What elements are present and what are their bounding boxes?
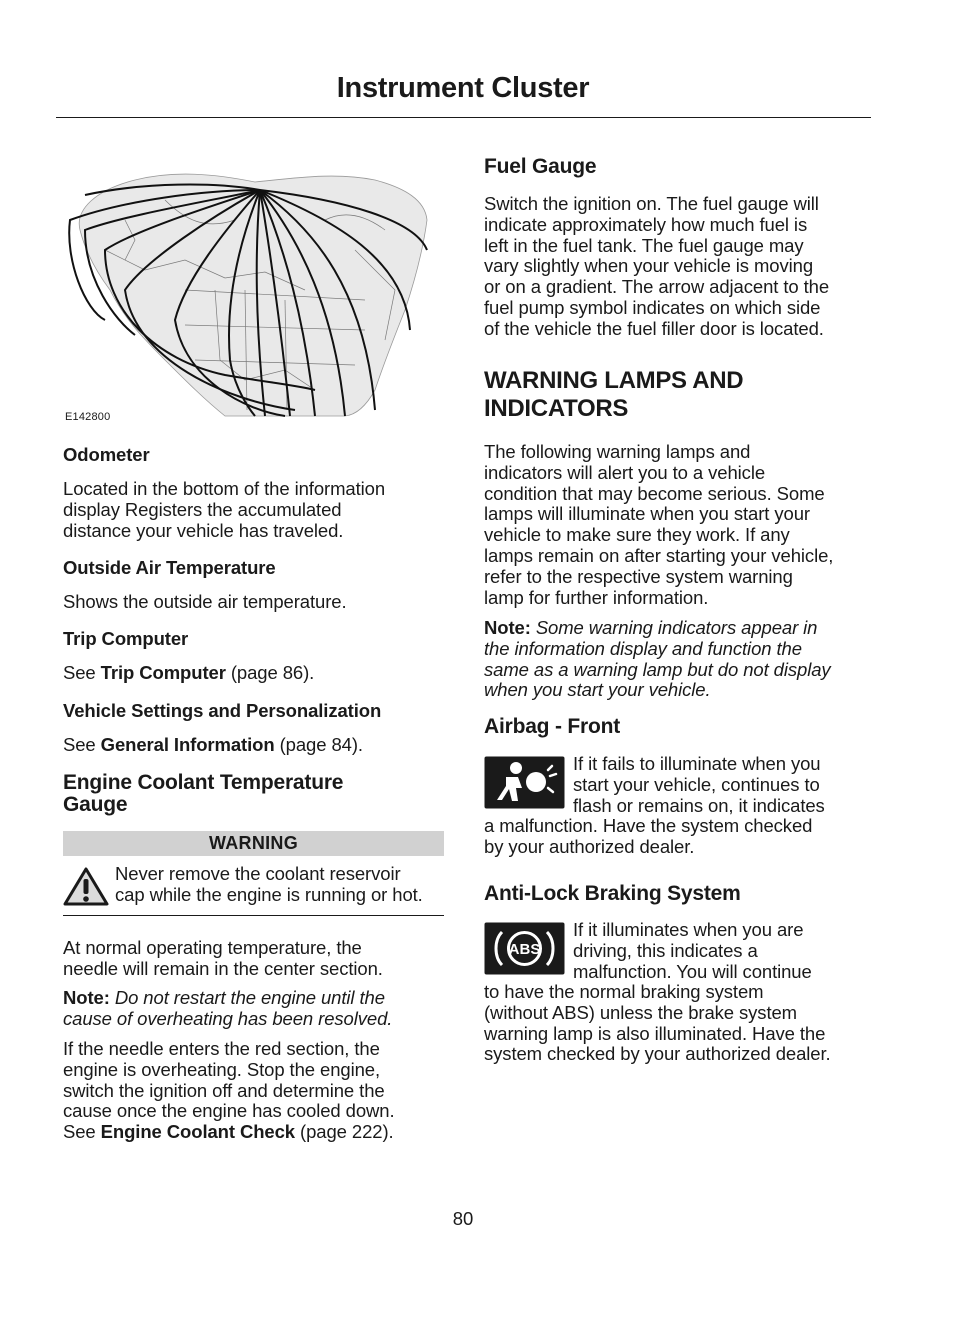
reference-prefix: See — [63, 1121, 101, 1143]
abs-line: system checked by your authorized dealer. — [484, 1043, 831, 1065]
warning-lamps-heading — [484, 367, 743, 423]
abs-heading: Anti-Lock Braking System — [484, 882, 741, 905]
fuel-line: fuel pump symbol indicates on which side — [484, 296, 821, 318]
note-text: Do not restart the engine until the — [109, 987, 385, 1008]
warning-lamps-note — [484, 618, 868, 701]
coolant-note-line — [63, 988, 444, 1009]
reference-suffix: (page 84). — [274, 734, 363, 755]
warning-lamps-line: The following warning lamps and — [484, 441, 751, 462]
warning-lamps-line: vehicle to make sure they work. If any — [484, 524, 790, 546]
fuel-line: left in the fuel tank. The fuel gauge may — [484, 234, 804, 256]
abs-icon-text: ABS — [508, 941, 541, 958]
odometer-text — [63, 479, 444, 541]
overheat-reference — [63, 1122, 444, 1143]
abs-line: to have the normal braking system — [484, 981, 764, 1002]
trip-computer-link[interactable]: Trip Computer — [100, 662, 226, 683]
warning-line: cap while the engine is running or hot. — [115, 883, 423, 905]
reference-prefix: See — [63, 734, 101, 755]
coolant-heading — [63, 772, 343, 816]
coolant-note — [63, 988, 444, 1030]
coolant-overheat-text — [63, 1039, 444, 1143]
overheat-line: switch the ignition off and determine the — [63, 1079, 385, 1101]
outside-air-heading: Outside Air Temperature — [63, 557, 276, 578]
fuel-line: or on a gradient. The arrow adjacent to the — [484, 276, 830, 298]
fuel-line: vary slightly when your vehicle is moving — [484, 255, 814, 277]
airbag-line: flash or remains on, it indicates — [573, 794, 825, 816]
abs-line: driving, this indicates a — [573, 939, 758, 961]
abs-warning-icon — [484, 922, 565, 975]
vehicle-settings-heading: Vehicle Settings and Personalization — [63, 700, 382, 721]
note-text: the information display and function the — [484, 637, 802, 659]
abs-line: If it illuminates when you are — [573, 919, 804, 940]
overheat-line: If the needle enters the red section, the — [63, 1038, 380, 1059]
overheat-line: cause once the engine has cooled down. — [63, 1100, 395, 1122]
reference-suffix: (page 222). — [295, 1121, 394, 1143]
general-information-link[interactable]: General Information — [100, 734, 275, 755]
warning-divider — [63, 915, 444, 916]
abs-line: warning lamp is also illuminated. Have the — [484, 1022, 826, 1044]
note-text: same as a warning lamp but do not display — [484, 658, 831, 680]
warning-lamps-text — [484, 442, 868, 608]
odometer-line: Located in the bottom of the information — [63, 478, 386, 499]
title-divider — [56, 117, 871, 118]
abs-line: (without ABS) unless the brake system — [484, 1001, 797, 1023]
outside-air-text: Shows the outside air temperature. — [63, 591, 347, 612]
abs-text-full — [484, 982, 868, 1065]
page-number: 80 — [452, 1208, 474, 1229]
note-label: Note: — [63, 987, 110, 1008]
warning-lamps-note-line — [484, 639, 868, 660]
airbag-text-wrap — [573, 754, 868, 816]
coolant-normal-line: At normal operating temperature, the — [63, 937, 362, 958]
airbag-line: start your vehicle, continues to — [573, 773, 820, 795]
fuel-gauge-text — [484, 194, 868, 340]
note-text: Some warning indicators appear in — [530, 617, 818, 638]
odometer-line: distance your vehicle has traveled. — [63, 519, 344, 541]
coolant-heading-line: Gauge — [63, 793, 128, 816]
abs-text-wrap — [573, 920, 868, 982]
note-label: Note: — [484, 617, 531, 638]
warning-lamps-note-line — [484, 680, 868, 701]
overheat-line: engine is overheating. Stop the engine, — [63, 1058, 381, 1080]
warning-bar: WARNING — [63, 831, 444, 856]
airbag-line: If it fails to illuminate when you — [573, 753, 821, 774]
map-figure — [65, 160, 431, 418]
airbag-line: by your authorized dealer. — [484, 835, 695, 857]
warning-lamps-note-line — [484, 660, 868, 681]
page-title: Instrument Cluster — [336, 72, 590, 104]
coolant-normal-text — [63, 938, 444, 980]
reference-suffix: (page 86). — [225, 662, 315, 683]
note-text: when you start your vehicle. — [484, 679, 711, 701]
coolant-normal-line: needle will remain in the center section. — [63, 957, 383, 979]
warning-lamps-heading-line: INDICATORS — [484, 395, 629, 422]
warning-line: Never remove the coolant reservoir — [115, 863, 401, 884]
warning-lamps-line: condition that may become serious. Some — [484, 482, 825, 504]
vehicle-settings-reference — [63, 735, 363, 756]
airbag-warning-icon — [484, 756, 565, 809]
coolant-note-line — [63, 1009, 444, 1030]
fuel-line: Switch the ignition on. The fuel gauge will — [484, 193, 819, 214]
warning-lamps-line: indicators will alert you to a vehicle — [484, 461, 766, 483]
warning-lamps-note-line — [484, 618, 868, 639]
airbag-text-full — [484, 816, 868, 858]
fuel-gauge-heading: Fuel Gauge — [484, 155, 597, 178]
map-zone-diagram-icon — [65, 160, 431, 418]
warning-text — [115, 864, 445, 906]
airbag-heading: Airbag - Front — [484, 715, 621, 738]
coolant-heading-line: Engine Coolant Temperature — [63, 771, 344, 794]
warning-lamps-line: lamp for further information. — [484, 586, 709, 608]
odometer-heading: Odometer — [63, 444, 150, 465]
note-text: cause of overheating has been resolved. — [63, 1007, 393, 1029]
trip-computer-heading: Trip Computer — [63, 628, 189, 649]
abs-line: malfunction. You will continue — [573, 960, 812, 982]
warning-lamps-line: lamps remain on after starting your vehicle, — [484, 544, 834, 566]
warning-triangle-icon — [63, 866, 109, 906]
fuel-line: indicate approximately how much fuel is — [484, 213, 808, 235]
odometer-line: display Registers the accumulated — [63, 498, 342, 520]
warning-lamps-heading-line: WARNING LAMPS AND — [484, 367, 744, 394]
reference-prefix: See — [63, 662, 101, 683]
trip-computer-reference — [63, 663, 314, 684]
warning-lamps-line: lamps will illuminate when you start your — [484, 503, 810, 525]
engine-coolant-check-link[interactable]: Engine Coolant Check — [100, 1121, 295, 1143]
warning-lamps-line: refer to the respective system warning — [484, 565, 793, 587]
figure-code: E142800 — [65, 411, 111, 423]
airbag-line: a malfunction. Have the system checked — [484, 815, 813, 836]
fuel-line: of the vehicle the fuel filler door is located. — [484, 317, 824, 339]
